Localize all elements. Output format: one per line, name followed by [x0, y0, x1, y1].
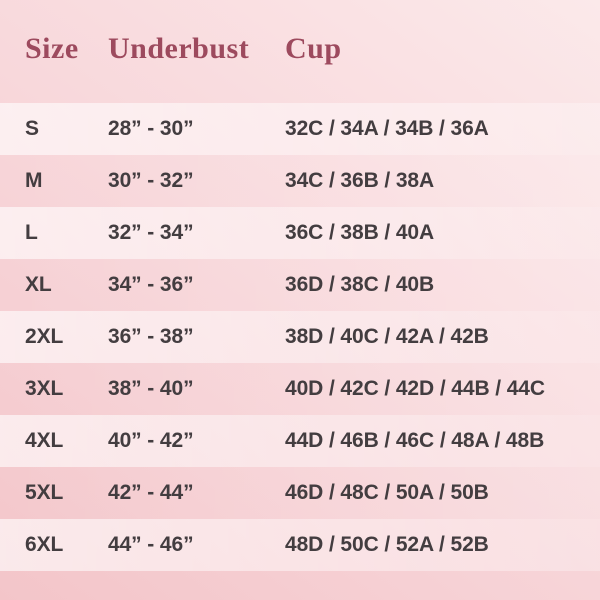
cup-cell: 40D / 42C / 42D / 44B / 44C	[285, 377, 545, 400]
table-header-row	[0, 0, 600, 103]
table-row	[0, 363, 600, 415]
size-cell: S	[25, 117, 39, 140]
table-row	[0, 259, 600, 311]
underbust-cell: 44” - 46”	[108, 533, 194, 556]
column-header-underbust: Underbust	[108, 31, 250, 65]
size-cell: M	[25, 169, 43, 192]
size-cell: 6XL	[25, 533, 64, 556]
cup-cell: 36C / 38B / 40A	[285, 221, 435, 244]
cup-cell: 34C / 36B / 38A	[285, 169, 435, 192]
column-header-cup: Cup	[285, 31, 342, 65]
underbust-cell: 32” - 34”	[108, 221, 194, 244]
cup-cell: 44D / 46B / 46C / 48A / 48B	[285, 429, 545, 452]
cup-cell: 38D / 40C / 42A / 42B	[285, 325, 489, 348]
table-row	[0, 415, 600, 467]
cup-cell: 36D / 38C / 40B	[285, 273, 435, 296]
size-cell: XL	[25, 273, 52, 296]
column-header-size: Size	[25, 31, 79, 65]
table-row	[0, 311, 600, 363]
bottom-band	[0, 571, 600, 600]
table-row	[0, 519, 600, 571]
cup-cell: 48D / 50C / 52A / 52B	[285, 533, 489, 556]
underbust-cell: 34” - 36”	[108, 273, 194, 296]
underbust-cell: 30” - 32”	[108, 169, 194, 192]
cup-cell: 32C / 34A / 34B / 36A	[285, 117, 489, 140]
size-cell: 4XL	[25, 429, 64, 452]
underbust-cell: 36” - 38”	[108, 325, 194, 348]
size-cell: 5XL	[25, 481, 64, 504]
table-row	[0, 103, 600, 155]
size-cell: L	[25, 221, 38, 244]
underbust-cell: 38” - 40”	[108, 377, 194, 400]
table-row	[0, 155, 600, 207]
size-cell: 3XL	[25, 377, 64, 400]
size-cell: 2XL	[25, 325, 64, 348]
underbust-cell: 40” - 42”	[108, 429, 194, 452]
cup-cell: 46D / 48C / 50A / 50B	[285, 481, 489, 504]
table-row	[0, 467, 600, 519]
table-row	[0, 207, 600, 259]
underbust-cell: 42” - 44”	[108, 481, 194, 504]
underbust-cell: 28” - 30”	[108, 117, 194, 140]
table-body	[0, 103, 600, 571]
